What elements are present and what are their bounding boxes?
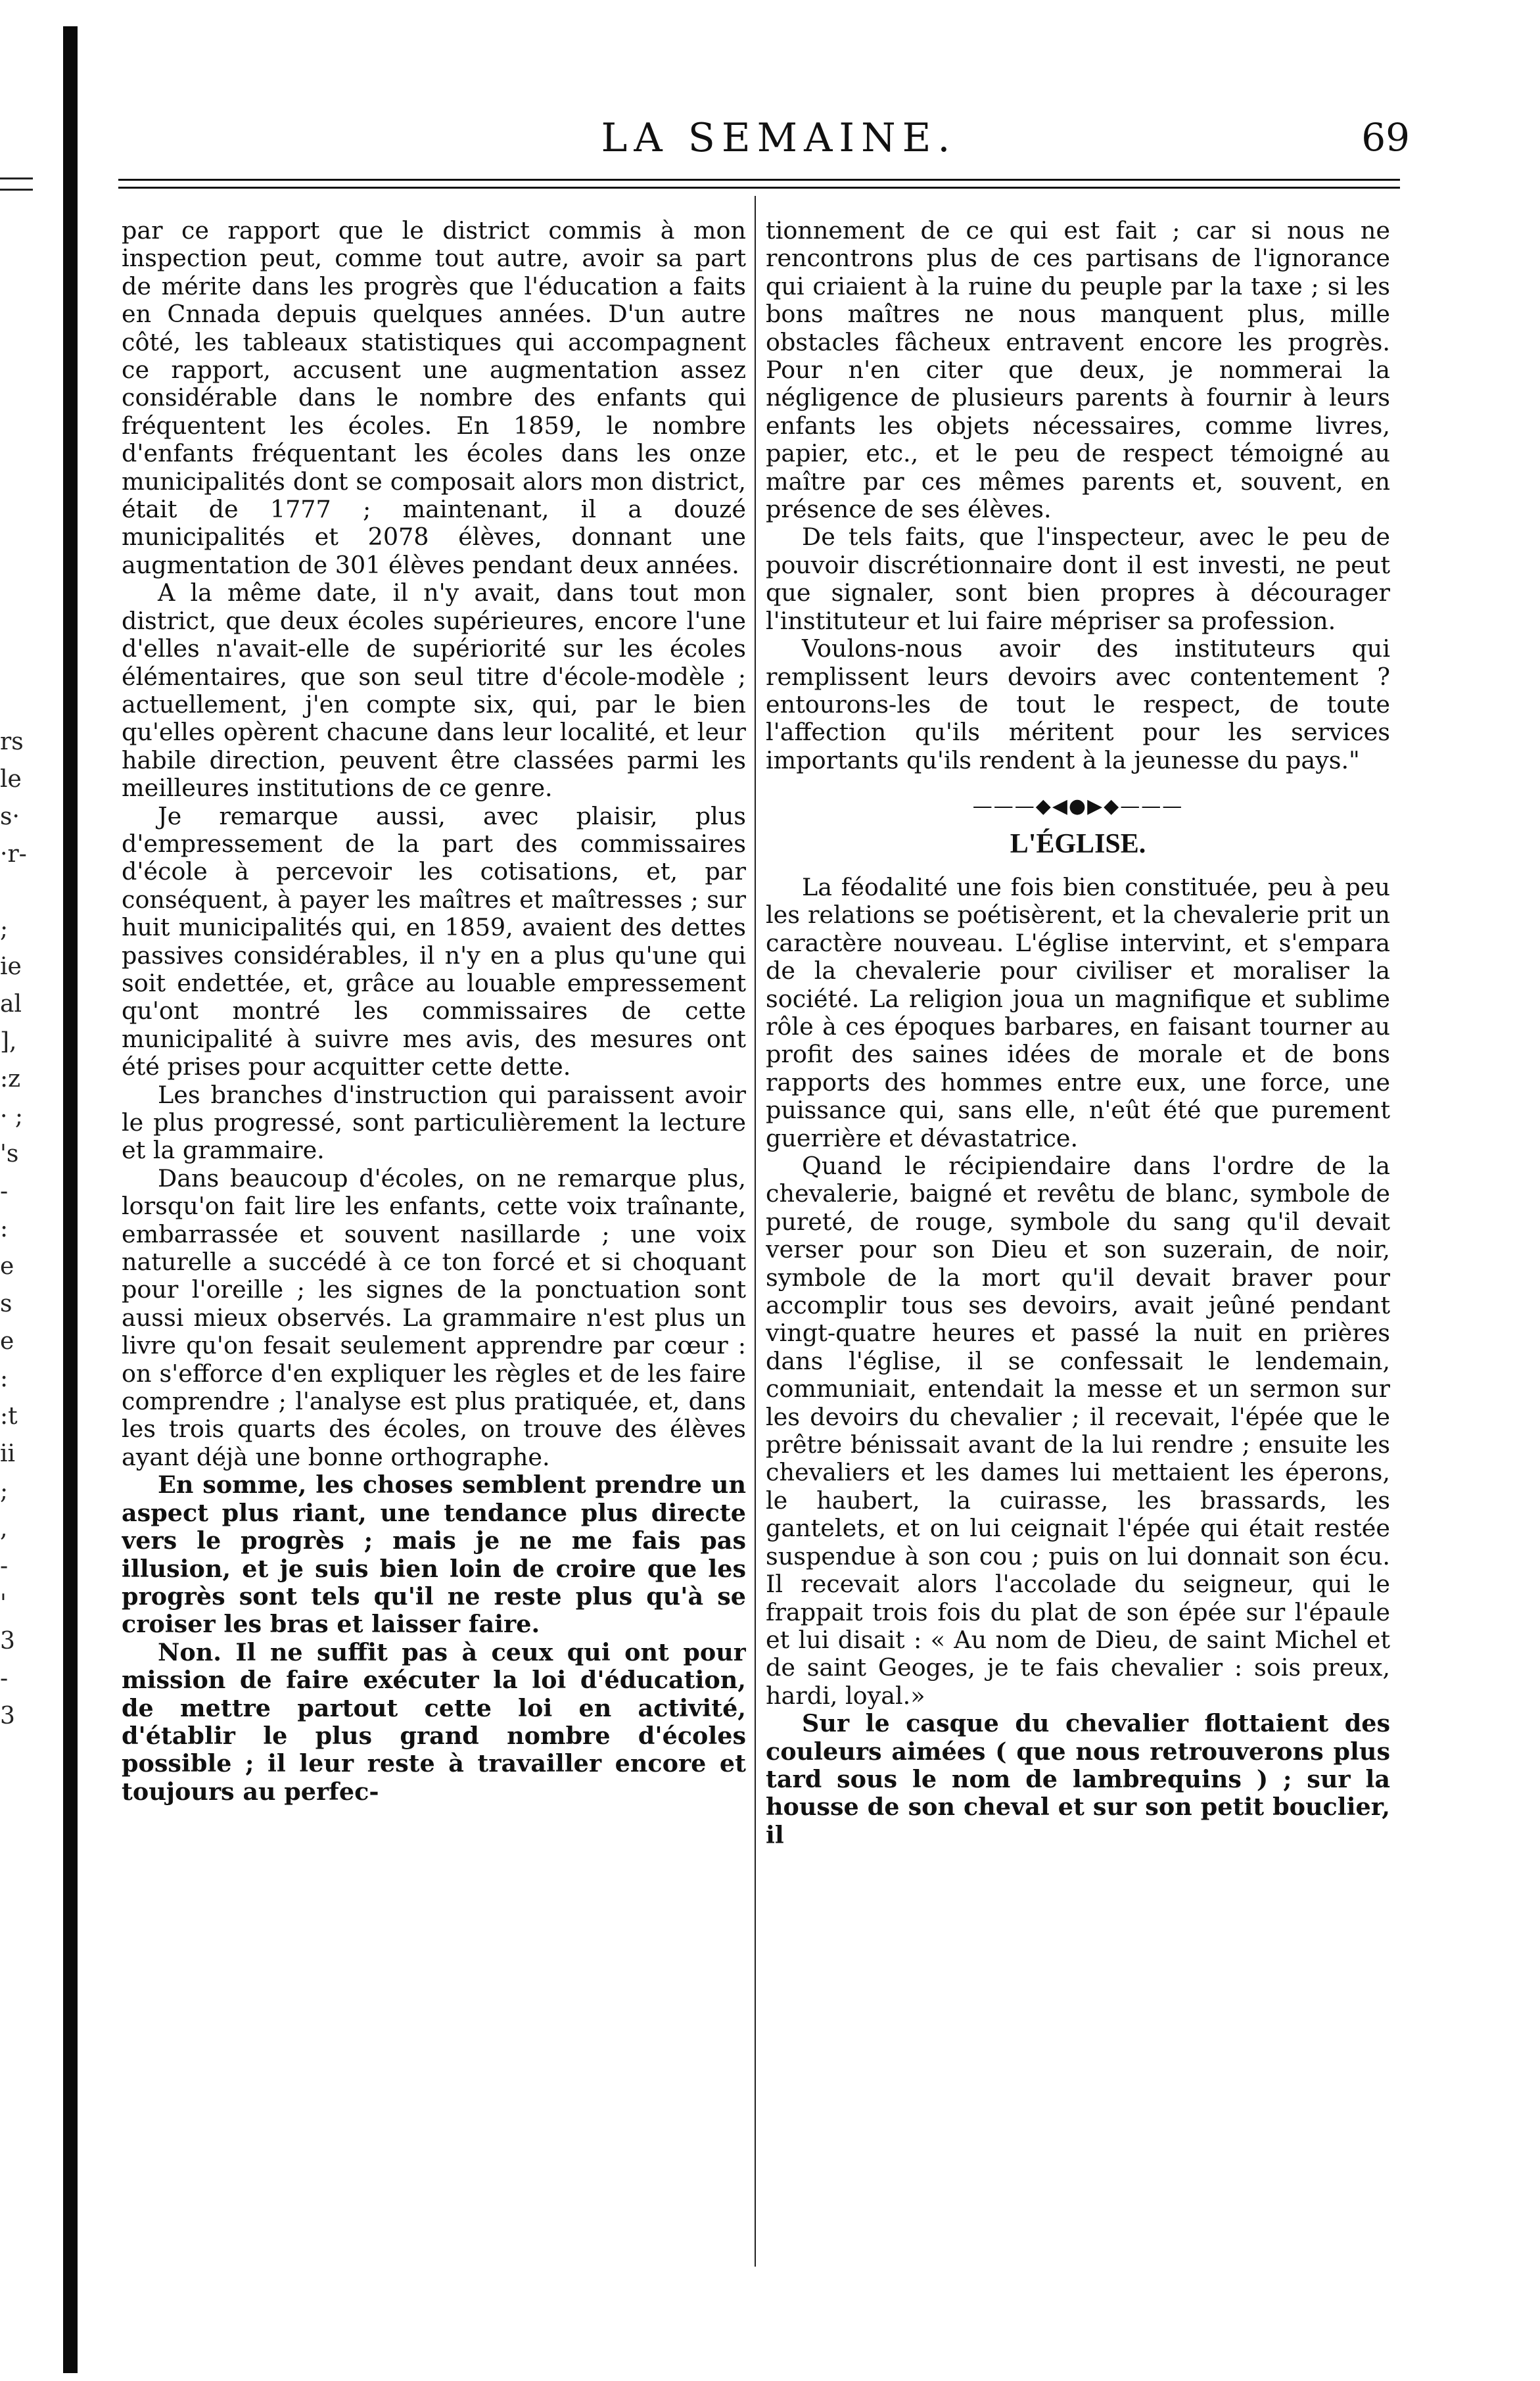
binding-edge-bar [63, 26, 78, 2373]
running-title: LA SEMAINE. [601, 115, 957, 161]
paragraph: Non. Il ne suffit pas à ceux qui ont pour mission de faire exécuter la loi d'éducation, de mettre partout cette loi en activité, d'établir le plus grand nombre d'écoles possible ; il leur reste à travailler encore et toujours au perfec- [122, 1638, 746, 1806]
page-number: 69 [1361, 115, 1410, 160]
paragraph: Voulons-nous avoir des instituteurs qui remplissent leurs devoirs avec contentement ? entourons-les de tout le respect, de toute l'affection qu'ils méritent pour les services importants qu'ils rendent à la jeunesse du pays." [766, 634, 1390, 774]
paragraph: En somme, les choses semblent prendre un aspect plus riant, une tendance plus directe vers le progrès ; mais je ne me fais pas illusion, et je suis bien loin de croire que les progrès sont tels qu'il ne reste plus qu'à se croiser les bras et laisser faire. [122, 1471, 746, 1639]
paragraph: La féodalité une fois bien constituée, peu à peu les relations se poétisèrent, et la chevalerie prit un caractère nouveau. L'église intervint, et s'empara de la chevalerie pour civiliser et moraliser la société. La religion joua un magnifique et sublime rôle à ces époques barbares, en faisant tourner au profit des saines idées de morale et de bons rapports des hommes entre eux, une force, une puissance qui, sans elle, n'eût été que purement guerrière et dévastatrice. [766, 872, 1390, 1152]
paragraph: par ce rapport que le district commis à mon inspection peut, comme tout autre, avoir sa part de mérite dans les progrès que l'éducation a faits en Cnnada depuis quelques années. D'un autre côté, les tableaux statistiques qui accompagnent ce rapport, accusent une augmentation assez considérable dans le nombre des enfants qui fréquentent les écoles. En 1859, le nombre d'enfants fréquentant les écoles dans les onze municipalités dont se composait alors mon district, était de 1777 ; maintenant, il a douzé municipalités et 2078 élèves, donnant une augmentation de 301 élèves pendant deux années. [122, 217, 746, 579]
header-rule-bottom [118, 187, 1400, 189]
paragraph: Je remarque aussi, avec plaisir, plus d'empressement de la part des commissaires d'école à percevoir les cotisations, et, par conséquent, à payer les maîtres et maîtresses ; sur huit municipalités qui, en 1859, avaient des dettes passives considérables, il n'y en a plus qu'une qui soit endettée, et, grâce au louable empressement qu'ont montré les commissaires de cette municipalité à suivre mes avis, des mesures ont été prises pour acquitter cette dette. [122, 801, 746, 1081]
paragraph: Dans beaucoup d'écoles, on ne remarque plus, lorsqu'on fait lire les enfants, cette voix traînante, embarrassée et souvent nasillarde ; une voix naturelle a succédé à ce ton forcé et si choquant pour l'oreille ; les signes de la ponctuation sont aussi mieux observés. La grammaire n'est plus un livre qu'on fesait seulement apprendre par cœur : on s'efforce d'en expliquer les règles et de les faire comprendre ; l'analyse est plus pratiquée, et, dans les trois quarts des écoles, on trouve des élèves ayant déjà une bonne orthographe. [122, 1164, 746, 1471]
paragraph: A la même date, il n'y avait, dans tout mon district, que deux écoles supérieures, encore l'une d'elles n'avait-elle de supériorité sur les écoles élémentaires, que son seul titre d'école-modèle ; actuellement, j'en compte six, qui, par le bien qu'elles opèrent chacune dans leur localité, et leur habile direction, peuvent être classées parmi les meilleures institutions de ce genre. [122, 578, 746, 803]
header-rule-top [118, 179, 1400, 181]
page-header [118, 115, 1439, 168]
paragraph: Les branches d'instruction qui paraissent avoir le plus progressé, sont particulièrement la lecture et la grammaire. [122, 1080, 746, 1165]
adjacent-page-text-fragments: rs le s· ·r- ; ie al ], :z · ; 's - : e s e : :t ii ; , - ' 3 - 3 [0, 728, 27, 1730]
section-ornament: ———◆◀●▶◆——— [972, 795, 1184, 818]
paragraph: Quand le récipiendaire dans l'ordre de la chevalerie, baigné et revêtu de blanc, symbole de pureté, de rouge, symbole du sang qu'il devait verser pour son Dieu et son suzerain, de noir, symbole de la mort qu'il devait braver pour accomplir tous ses devoirs, avait jeûné pendant vingt-quatre heures et passé la nuit en prières dans l'église, il se confessait le lendemain, communiait, entendait la messe et un sermon sur les devoirs du chevalier ; il recevait, l'épée que le prêtre bénissait avant de la lui rendre ; ensuite les chevaliers et les dames lui mettaient les éperons, le haubert, la cuirasse, les brassards, les gantelets, et on lui ceignait l'épée qui était restée suspendue à son cou ; puis on lui donnait son écu. Il recevait alors l'accolade du seigneur, qui le frappait trois fois du plat de son épée sur l'épaule et lui disait : « Au nom de Dieu, de saint Michel et de saint Geoges, je te fais chevalier : sois preux, hardi, loyal.» [766, 1152, 1390, 1710]
column-divider [755, 196, 756, 2267]
left-column [122, 217, 746, 2261]
paragraph: Sur le casque du chevalier flottaient des couleurs aimées ( que nous retrouverons plus tard sous le nom de lambrequins ) ; sur la housse de son cheval et sur son petit bouclier, il [766, 1709, 1390, 1849]
margin-double-rule-mark [0, 177, 33, 191]
paragraph: tionnement de ce qui est fait ; car si nous ne rencontrons plus de ces partisans de l'ignorance qui criaient à la ruine du peuple par la taxe ; si les bons maîtres ne nous manquent plus, mille obstacles fâcheux entravent encore les progrès. Pour n'en citer que deux, je nommerai la négligence de plusieurs parents à fournir à leurs enfants les objets nécessaires, comme livres, papier, etc., et le peu de respect témoigné au maître par ces mêmes parents et, souvent, en présence de ses élèves. [766, 217, 1390, 524]
paragraph: De tels faits, que l'inspecteur, avec le peu de pouvoir discrétionnaire dont il est investi, ne peut que signaler, sont bien propres à décourager l'instituteur et lui faire mépriser sa profession. [766, 523, 1390, 635]
right-column [766, 217, 1390, 2261]
section-title: L'ÉGLISE. [1010, 828, 1146, 859]
